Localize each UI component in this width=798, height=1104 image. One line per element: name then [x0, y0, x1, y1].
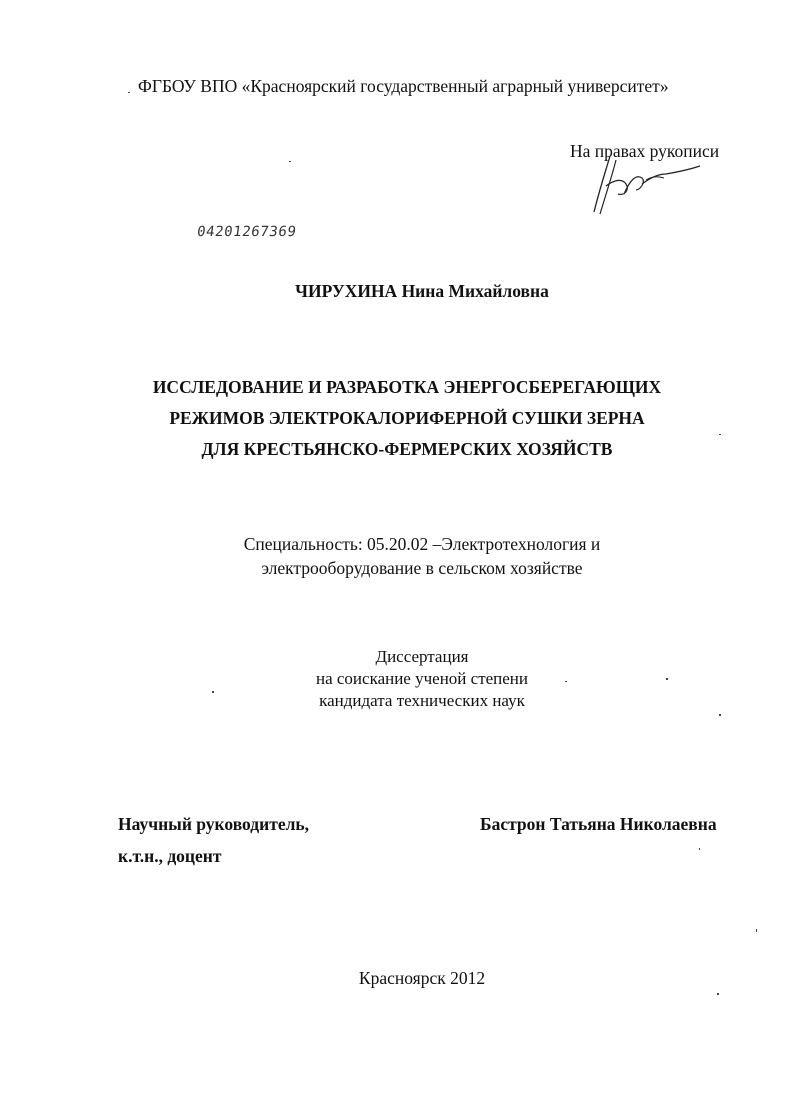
author-name: ЧИРУХИНА Нина Михайловна — [295, 281, 549, 301]
degree-statement — [0, 646, 798, 712]
degree-line: на соискание ученой степени — [315, 669, 529, 688]
thesis-title — [0, 372, 798, 465]
city-year: Красноярск 2012 — [358, 968, 486, 988]
scan-speck — [719, 714, 721, 716]
title-line: РЕЖИМОВ ЭЛЕКТРОКАЛОРИФЕРНОЙ СУШКИ ЗЕРНА — [169, 408, 645, 428]
supervisor-name: Бастрон Татьяна Николаевна — [480, 814, 717, 834]
manuscript-note: На правах рукописи — [570, 141, 720, 161]
scan-speck — [289, 161, 291, 162]
specialty — [0, 532, 798, 580]
scan-speck — [699, 848, 700, 850]
degree-line: кандидата технических наук — [319, 691, 525, 710]
scan-speck — [756, 929, 757, 932]
specialty-line: Специальность: 05.20.02 –Электротехнология и — [243, 534, 601, 554]
scan-speck — [128, 92, 130, 93]
handwritten-signature — [588, 150, 708, 220]
scan-speck — [717, 993, 719, 995]
title-line: ИССЛЕДОВАНИЕ И РАЗРАБОТКА ЭНЕРГОСБЕРЕГАЮЩИХ — [152, 377, 662, 397]
supervisor-label: Научный руководитель, — [118, 814, 310, 834]
title-line: ДЛЯ КРЕСТЬЯНСКО-ФЕРМЕРСКИХ ХОЗЯЙСТВ — [201, 439, 613, 459]
supervisor-title: к.т.н., доцент — [118, 846, 222, 866]
registration-number: 04201267369 — [195, 224, 298, 240]
institution-name: ФГБОУ ВПО «Красноярский государственный аграрный университет» — [138, 76, 669, 96]
degree-line: Диссертация — [375, 647, 469, 666]
specialty-line: электрооборудование в сельском хозяйстве — [261, 558, 583, 578]
